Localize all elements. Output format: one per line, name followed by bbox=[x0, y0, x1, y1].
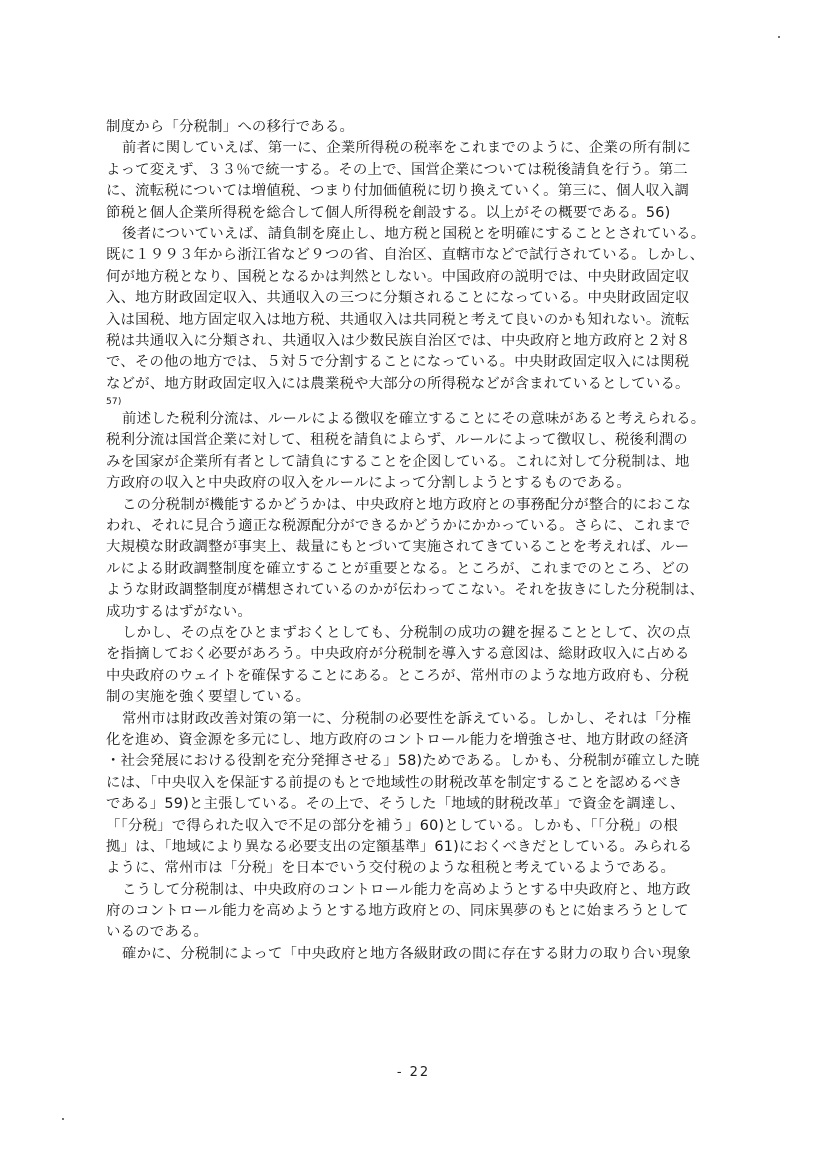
text-line: 「「分税」で得られた収入で不足の部分を補う」60)としている。しかも、「「分税」の根 bbox=[106, 817, 678, 834]
text-line: 後者についていえば、請負制を廃止し、地方税と国税とを明確にすることとされている。 bbox=[122, 225, 706, 242]
text-line: われ、それに見合う適正な税源配分ができるかどうかにかかっている。さらに、これまで bbox=[106, 518, 691, 535]
text-line: などが、地方財政固定収入には農業税や大部分の所得税などが含まれているとしている。 bbox=[106, 375, 690, 392]
text-line: 制度から「分税制」への移行である。 bbox=[106, 119, 355, 135]
text-line: 節税と個人企業所得税を総合して個人所得税を創設する。以上がその概要である。56) bbox=[106, 204, 671, 221]
text-line: 府のコントロール能力を高めようとする地方政府との、同床異夢のもとに始まろうとして bbox=[106, 903, 689, 920]
text-line: 中央政府のウェイトを確保することにある。ところが、常州市のような地方政府も、分税 bbox=[106, 667, 690, 684]
text-line: である」59)と主張している。その上で、そうした「地域的財税改革」で資金を調達し、 bbox=[106, 796, 685, 813]
page-number: - 22 bbox=[396, 1065, 431, 1080]
text-line: には、「中央収入を保証する前提のもとで地域性の財税改革を制定することを認めるべき bbox=[106, 774, 683, 791]
scan-speck bbox=[778, 36, 780, 38]
text-line: みを国家が企業所有者として請負にすることを企図している。これに対して分税制は、地 bbox=[106, 453, 690, 470]
text-line: いるのである。 bbox=[106, 924, 209, 941]
text-line: 入は国税、地方固定収入は地方税、共通収入は共同税と考えて良いのかも知れない。流転 bbox=[106, 311, 690, 328]
text-line: こうして分税制は、中央政府のコントロール能力を高めようとする中央政府と、地方政 bbox=[122, 881, 691, 898]
text-line: ように、常州市は「分税」を日本でいう交付税のような租税と考えているようである。 bbox=[106, 860, 676, 877]
text-line: 前述した税利分流は、ルールによる徴収を確立することにその意味があると考えられる。 bbox=[122, 411, 706, 428]
text-line: 成功するはずがない。 bbox=[106, 603, 252, 620]
text-line: を指摘しておく必要があろう。中央政府が分税制を導入する意図は、総財政収入に占める bbox=[106, 646, 690, 663]
text-line: 制の実施を強く要望している。 bbox=[106, 689, 311, 706]
text-line: しかし、その点をひとまずおくとしても、分税制の成功の鍵を握ることとして、次の点 bbox=[122, 624, 691, 641]
text-line: 拠」は、「地域により異なる必要支出の定額基準」61)におくべきだとしている。みられる bbox=[106, 838, 693, 855]
body-text bbox=[106, 117, 746, 965]
text-line: 常州市は財政改善対策の第一に、分税制の必要性を訴えている。しかし、それは「分権 bbox=[122, 710, 692, 727]
text-line: で、その他の地方では、５対５で分割することになっている。中央財政固定収入には関税 bbox=[106, 354, 690, 371]
text-line: 確かに、分税制によって「中央政府と地方各級財政の間に存在する財力の取り合い現象 bbox=[122, 945, 692, 962]
text-line: ・社会発展における役割を充分発揮させる」58)ためである。しかも、分税制が確立した暁 bbox=[106, 753, 700, 770]
text-line: ルによる財政調整制度を確立することが重要となる。ところが、これまでのところ、どの bbox=[106, 560, 690, 577]
text-line: 既に１９９３年から浙江省など９つの省、自治区、直轄市などで試行されている。しかし、 bbox=[106, 247, 705, 264]
text-line: 大規模な財政調整が事実上、裁量にもとづいて実施されてきていることを考えれば、ルー bbox=[106, 539, 690, 556]
text-line: 方政府の収入と中央政府の収入をルールによって分割しようとするものである。 bbox=[106, 475, 631, 492]
text-line: 税利分流は国営企業に対して、租税を請負によらず、ルールによって徴収し、税後利潤の bbox=[106, 432, 688, 449]
footnote-reference: 57) bbox=[106, 397, 122, 408]
text-line: 税は共通収入に分類され、共通収入は少数民族自治区では、中央政府と地方政府と２対８ bbox=[106, 332, 691, 349]
text-line: この分税制が機能するかどうかは、中央政府と地方政府との事務配分が整合的におこな bbox=[122, 496, 692, 513]
text-line: 入、地方財政固定収入、共通収入の三つに分類されることになっている。中央財政固定収 bbox=[106, 290, 690, 307]
text-line: 前者に関していえば、第一に、企業所得税の税率をこれまでのように、企業の所有制に bbox=[122, 140, 692, 157]
text-line: 何が地方税となり、国税となるかは判然としない。中国政府の説明では、中央財政固定収 bbox=[106, 268, 690, 285]
text-line: よって変えず、３３％で統一する。その上で、国営企業については税後請負を行う。第二 bbox=[106, 161, 688, 178]
text-line: ような財政調整制度が構想されているのかが伝わってこない。それを抜きにした分税制は、 bbox=[106, 582, 705, 599]
text-line: に、流転税については増値税、つまり付加価値税に切り換えていく。第三に、個人収入調 bbox=[106, 183, 690, 200]
scan-speck bbox=[62, 1118, 64, 1120]
text-line: 化を進め、資金源を多元にし、地方政府のコントロール能力を増強させ、地方財政の経済 bbox=[106, 731, 689, 748]
